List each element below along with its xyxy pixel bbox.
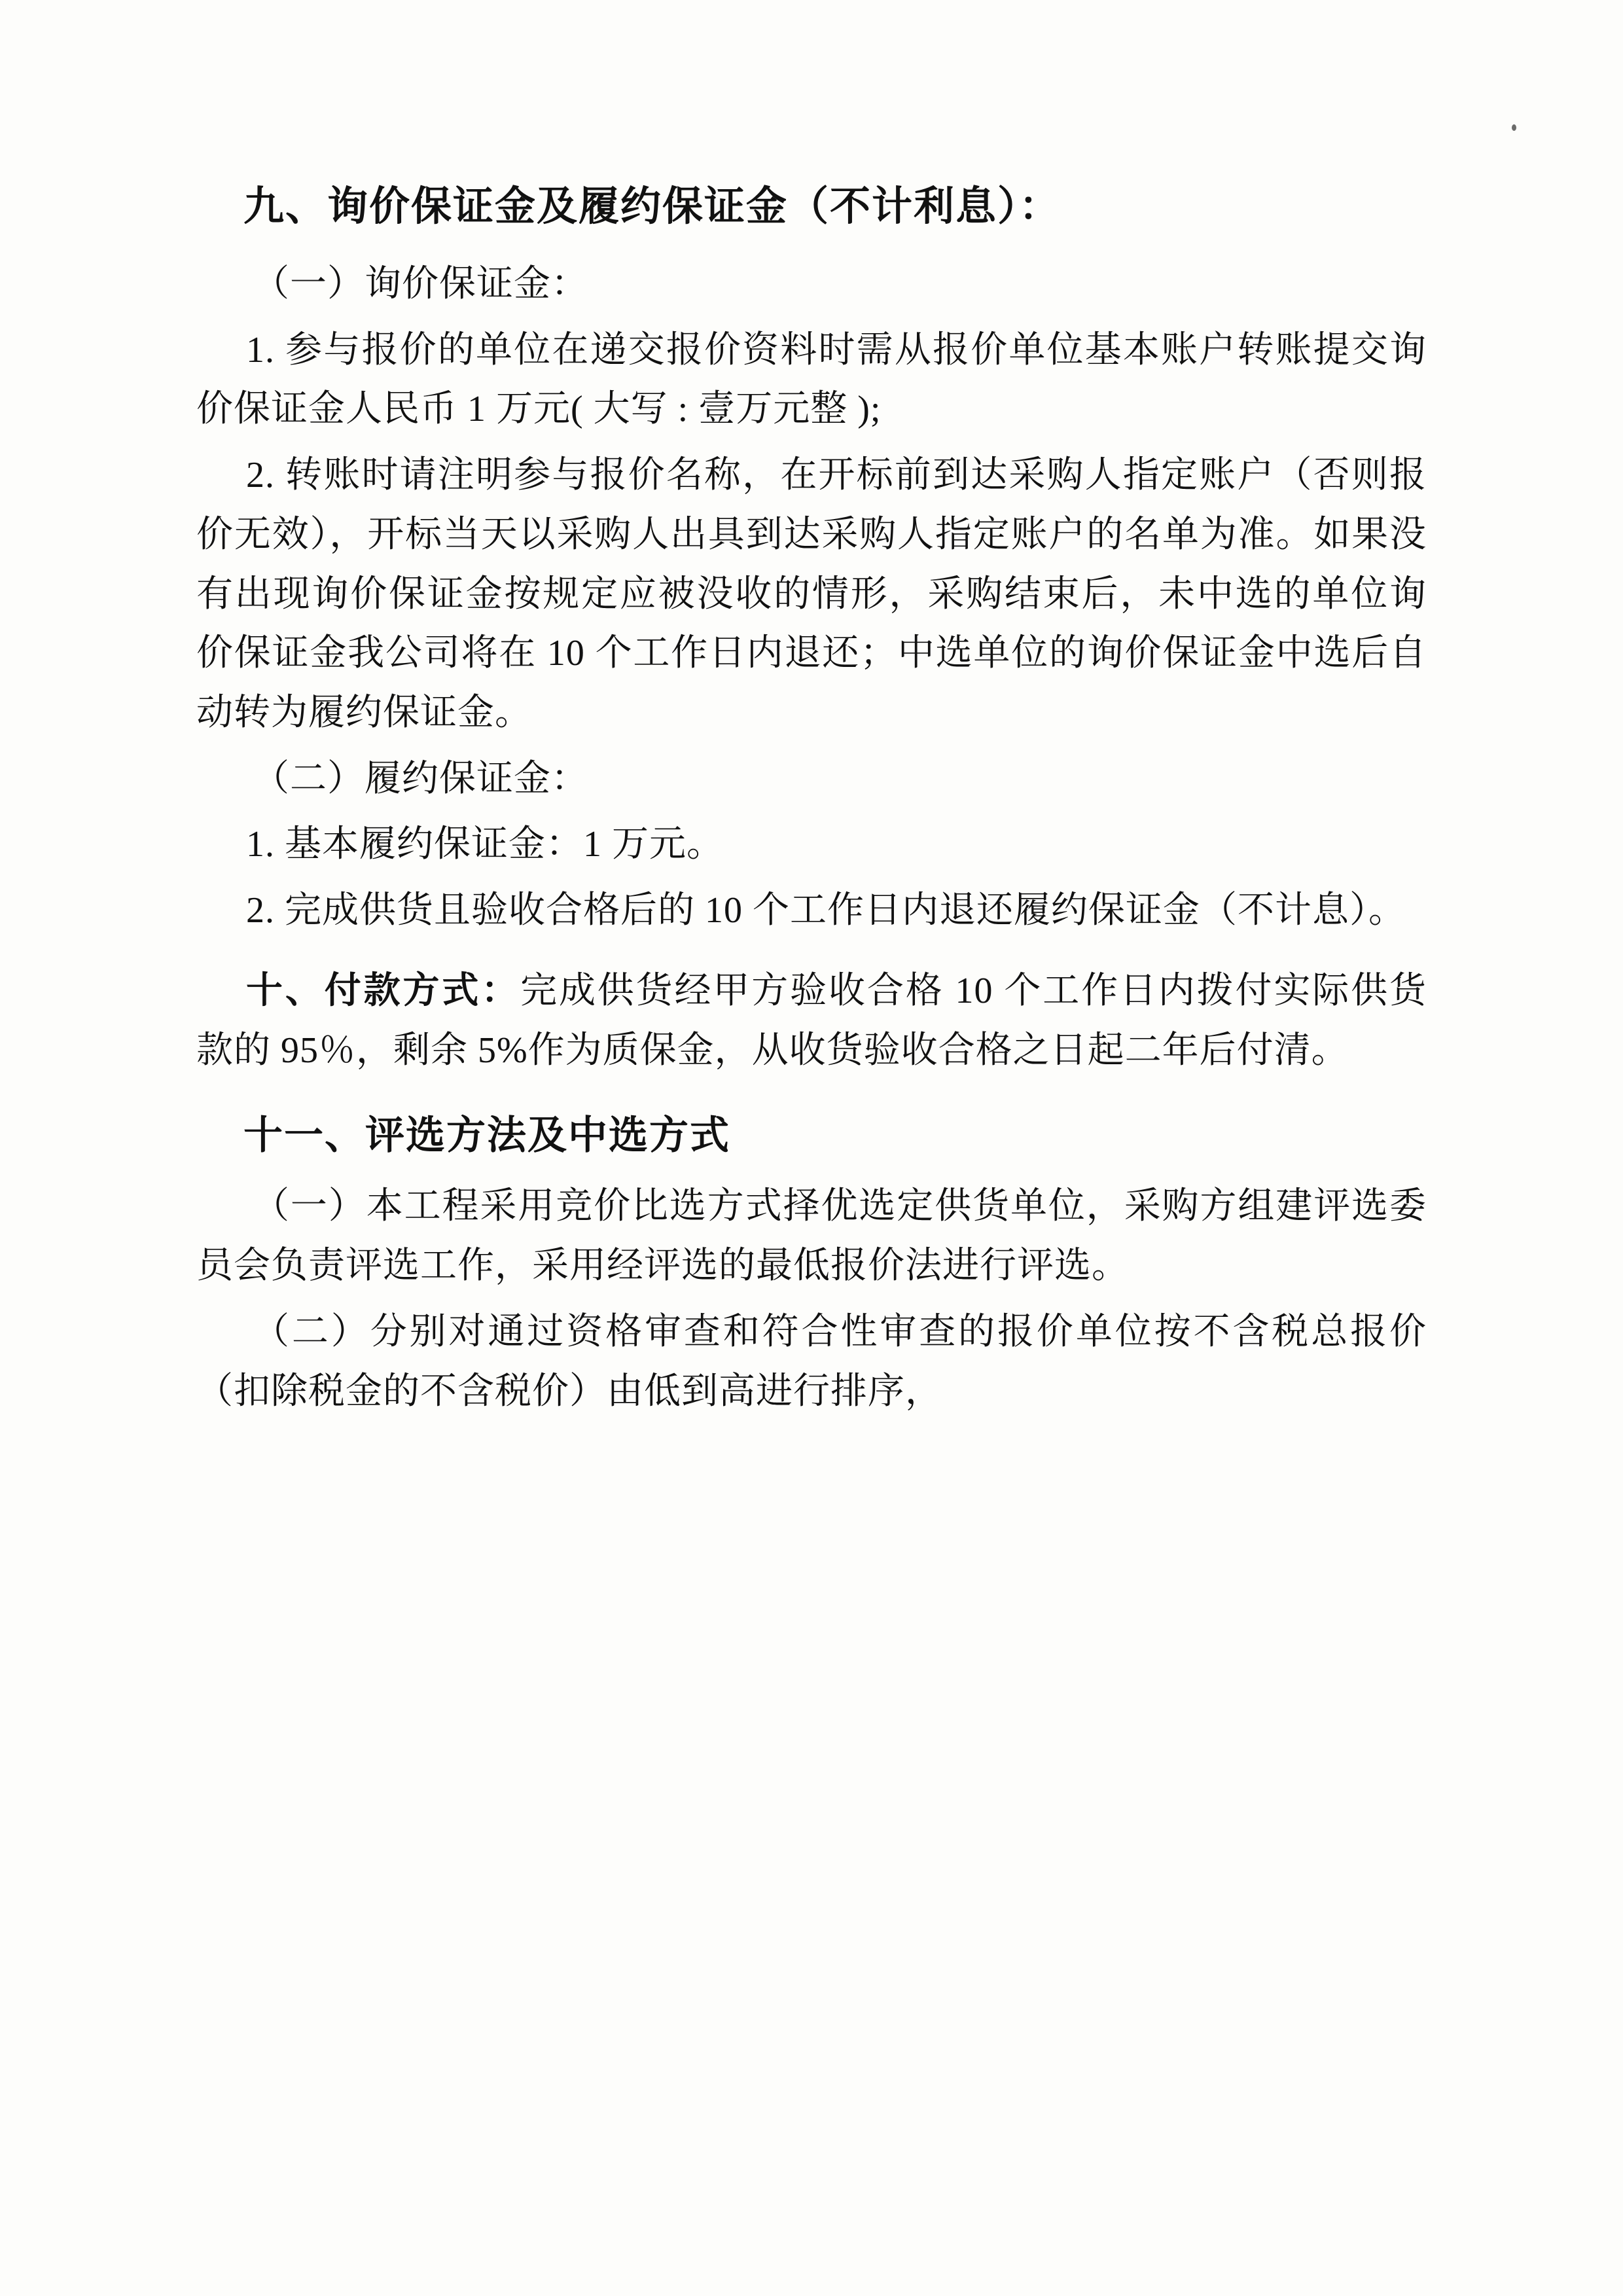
section-9-heading: 九、询价保证金及履约保证金（不计利息）： (243, 185, 1061, 229)
section-9-sub-a-heading: （一）询价保证金： (253, 264, 588, 304)
section-10-paragraph (196, 961, 1427, 1080)
scan-speck (1512, 124, 1516, 131)
section-9-item-1: 1. 参与报价的单位在递交报价资料时需从报价单位基本账户转账提交询价保证金人民币 1 万元( 大写 : 壹万元整 ); (196, 329, 1427, 430)
page-content (196, 177, 1427, 1427)
section-9-sub-b-item-2: 2. 完成供货且验收合格后的 10 个工作日内退还履约保证金（不计息）。 (246, 890, 1406, 931)
section-11-item-2: （二）分别对通过资格审查和符合性审查的报价单位按不含税总报价（扣除税金的不含税价）由低到高进行排序， (196, 1311, 1427, 1412)
section-9-sub-b-heading: （二）履约保证金： (253, 758, 588, 799)
section-10-body: 完成供货经甲方验收合格 10 个工作日内拨付实际供货款的 95％，剩余 5%作为质保金，从收货验收合格之日起二年后付清。 (196, 970, 1427, 1071)
section-10-lead: 十、付款方式： (246, 970, 521, 1011)
section-11-item-1: （一）本工程采用竞价比选方式择优选定供货单位，采购方组建评选委员会负责评选工作，采用经评选的最低报价法进行评选。 (196, 1186, 1427, 1287)
section-9-sub-b-item-1: 1. 基本履约保证金：1 万元。 (246, 824, 724, 865)
section-9-item-2: 2. 转账时请注明参与报价名称，在开标前到达采购人指定账户（否则报价无效），开标当天以采购人出具到达采购人指定账户的名单为准。如果没有出现询价保证金按规定应被没收的情形，采购结束后，未中选的单位询价保证金我公司将在 10 个工作日内退还；中选单位的询价保证金中选后自动转为履约保证金。 (196, 455, 1427, 734)
section-11-heading: 十一、评选方法及中选方式 (243, 1114, 730, 1158)
spacer (196, 947, 1427, 961)
